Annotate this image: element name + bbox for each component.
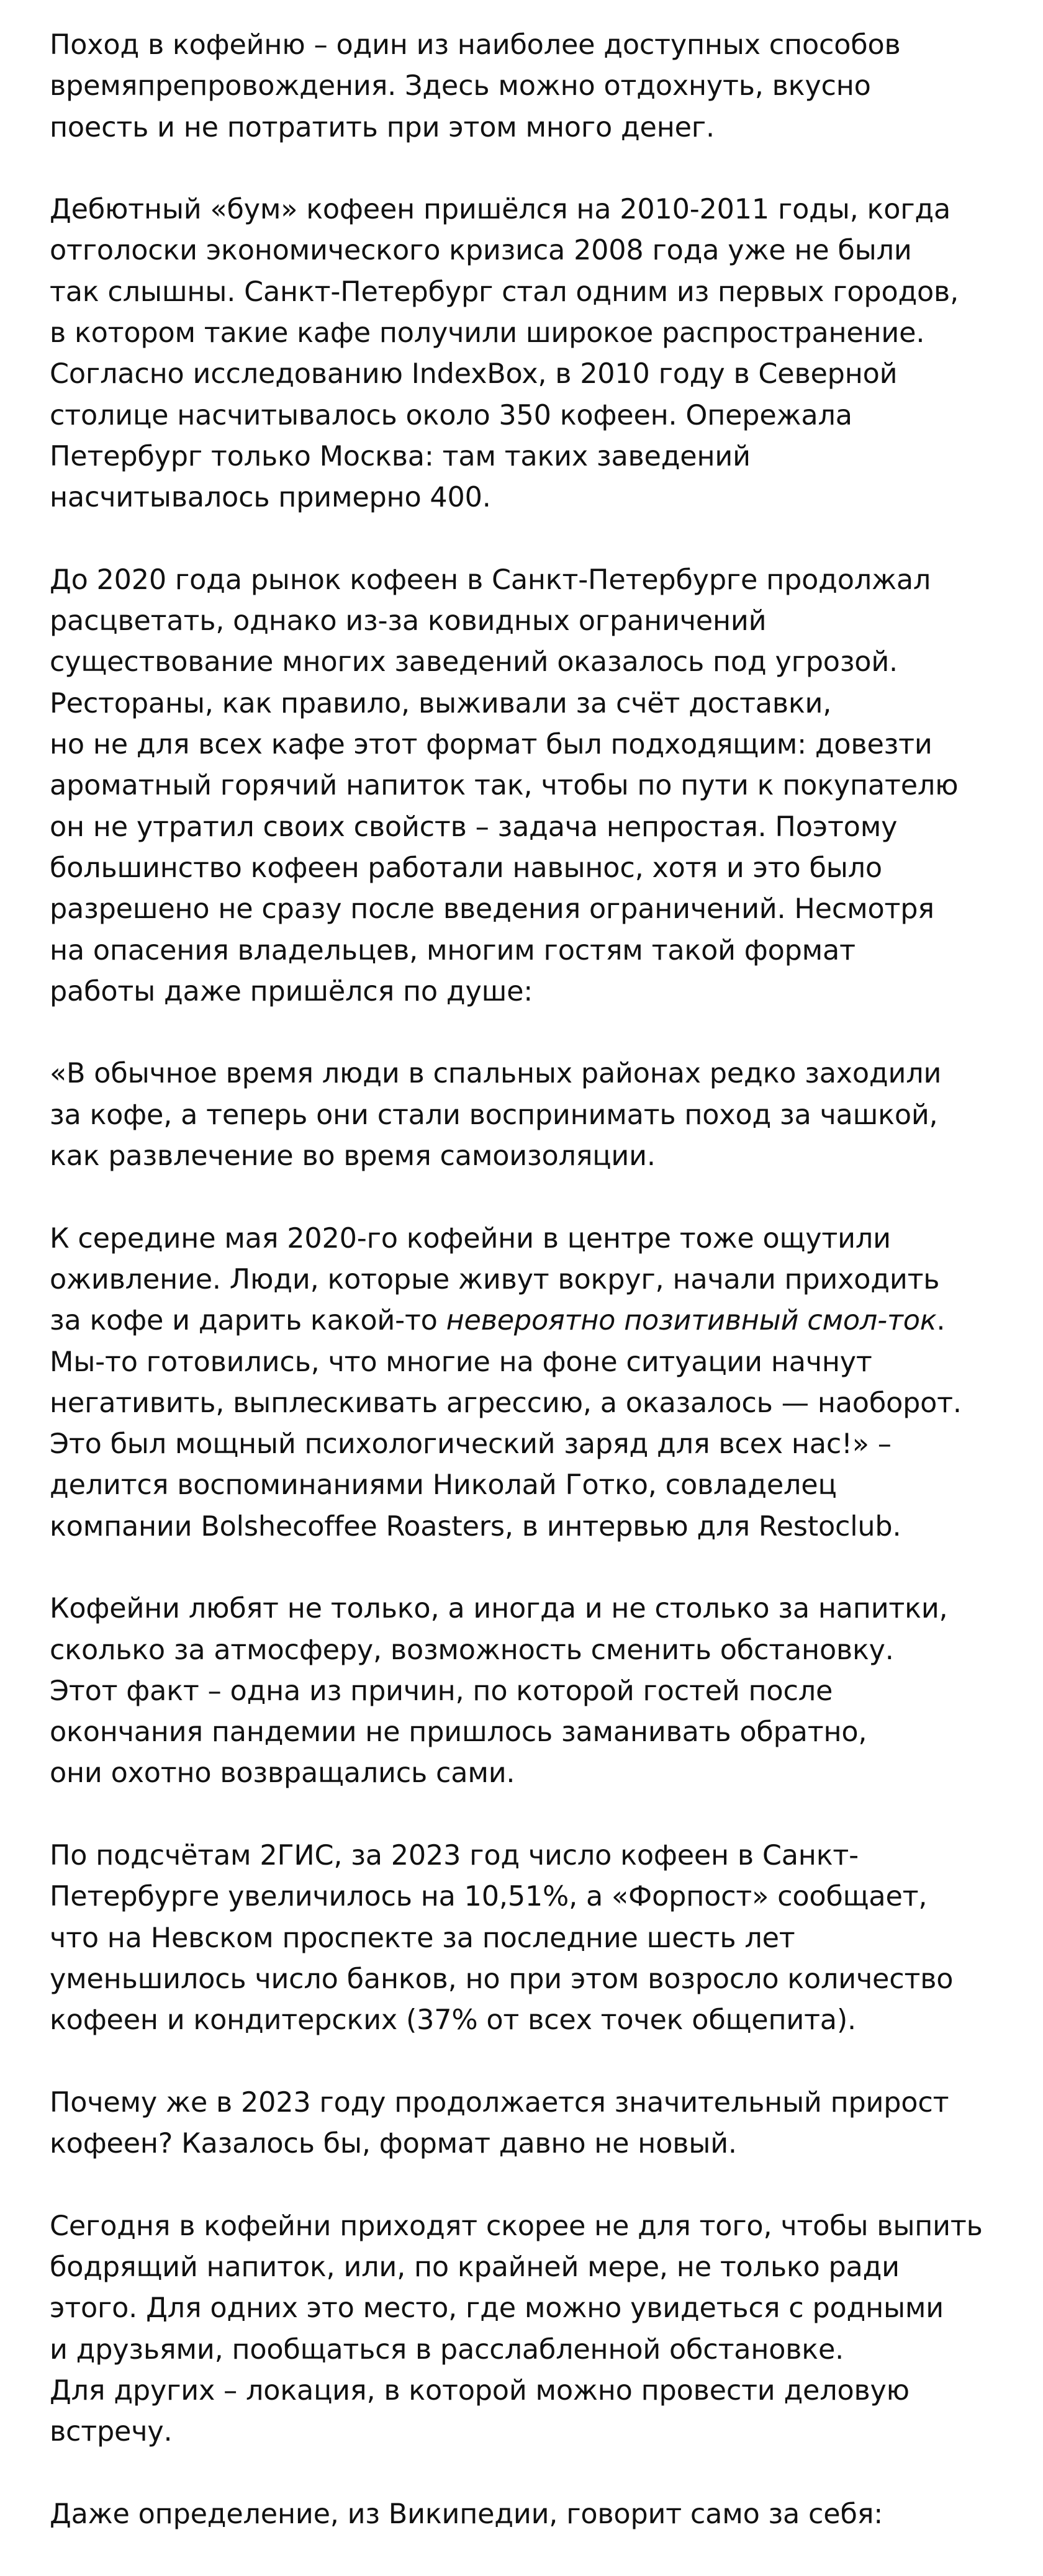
text-line: ароматный горячий напиток так, чтобы по пути к покупателю (50, 770, 959, 802)
paragraph-boom (50, 189, 1018, 518)
text-line: Даже определение, из Википедии, говорит само за себя: (50, 2498, 883, 2530)
text-line: этого. Для одних это место, где можно увидеться с родными (50, 2292, 944, 2325)
paragraph-question (50, 2083, 1018, 2165)
text-line: так слышны. Санкт-Петербург стал одним из первых городов, (50, 276, 959, 308)
paragraph-atmosphere (50, 1588, 1018, 1794)
text-line: расцветать, однако из-за ковидных ограничений (50, 605, 767, 637)
text-line: как развлечение во время самоизоляции. (50, 1140, 656, 1173)
text-line: кофеен? Казалось бы, формат давно не новый. (50, 2128, 737, 2160)
text-fragment: за кофе и дарить какой-то (50, 1305, 446, 1337)
text-line: на опасения владельцев, многим гостям такой формат (50, 934, 856, 966)
text-line: времяпрепровождения. Здесь можно отдохнуть, вкусно (50, 70, 871, 102)
text-line: они охотно возвращались сами. (50, 1757, 515, 1790)
text-line: окончания пандемии не пришлось заманивать обратно, (50, 1716, 867, 1749)
text-line: столице насчитывалось около 350 кофеен. Опережала (50, 399, 852, 431)
text-line: Рестораны, как правило, выживали за счёт доставки, (50, 687, 832, 719)
text-line: Петербурге увеличилось на 10,51%, а «Форпост» сообщает, (50, 1881, 928, 1913)
text-line: работы даже пришёлся по душе: (50, 975, 533, 1007)
text-line: Это был мощный психологический заряд для всех нас!» – (50, 1428, 892, 1461)
text-line: за кофе, а теперь они стали воспринимать поход за чашкой, (50, 1099, 938, 1131)
text-line: поесть и не потратить при этом много денег. (50, 111, 715, 143)
paragraph-quote-start (50, 1053, 1018, 1177)
text-line: Для других – локация, в которой можно провести деловую (50, 2374, 910, 2407)
text-line: сколько за атмосферу, возможность сменить обстановку. (50, 1634, 894, 1666)
text-line: в котором такие кафе получили широкое распространение. (50, 317, 925, 349)
text-line: отголоски экономического кризиса 2008 года уже не были (50, 235, 912, 267)
text-line: компании Bolshecoffee Roasters, в интервью для Restoclub. (50, 1510, 901, 1542)
text-line: оживление. Люди, которые живут вокруг, начали приходить (50, 1263, 940, 1295)
text-line: Сегодня в кофейни приходят скорее не для того, чтобы выпить (50, 2210, 983, 2242)
paragraph-quote-end (50, 1218, 1018, 1547)
text-fragment: . (936, 1305, 946, 1337)
text-line: Дебютный «бум» кофеен пришёлся на 2010-2011 годы, когда (50, 194, 951, 226)
text-line: уменьшилось число банков, но при этом возросло количество (50, 1963, 954, 1995)
text-line: Мы-то готовились, что многие на фоне ситуации начнут (50, 1346, 872, 1378)
text-line: Этот факт – одна из причин, по которой гостей после (50, 1675, 833, 1707)
paragraph-covid (50, 560, 1018, 1012)
text-line: существование многих заведений оказалось под угрозой. (50, 646, 898, 678)
text-line: К середине мая 2020-го кофейни в центре тоже ощутили (50, 1222, 891, 1254)
text-line: По подсчётам 2ГИС, за 2023 год число кофеен в Санкт- (50, 1840, 859, 1872)
text-line: «В обычное время люди в спальных районах редко заходили (50, 1058, 942, 1090)
text-line: но не для всех кафе этот формат был подходящим: довезти (50, 729, 932, 761)
article-body (50, 25, 1018, 2576)
text-line: негативить, выплескивать агрессию, а оказалось — наоборот. (50, 1387, 962, 1419)
text-line: и друзьями, пообщаться в расслабленной обстановке. (50, 2333, 844, 2366)
paragraph-intro (50, 25, 1018, 148)
text-line: Кофейни любят не только, а иногда и не столько за напитки, (50, 1593, 948, 1625)
text-line: делится воспоминаниями Николай Готко, совладелец (50, 1469, 837, 1502)
text-line: встречу. (50, 2416, 173, 2448)
text-line: До 2020 года рынок кофеен в Санкт-Петербурге продолжал (50, 564, 931, 596)
text-line: Согласно исследованию IndexBox, в 2010 году в Северной (50, 358, 898, 390)
text-line (50, 1300, 1018, 1341)
paragraph-stats-2gis (50, 1835, 1018, 2041)
text-line: он не утратил своих свойств – задача непростая. Поэтому (50, 811, 898, 843)
text-line: что на Невском проспекте за последние шесть лет (50, 1922, 795, 1954)
paragraph-today (50, 2206, 1018, 2453)
emphasized-phrase: невероятно позитивный смол-ток (446, 1305, 937, 1337)
text-line: кофеен и кондитерских (37% от всех точек общепита). (50, 2004, 856, 2037)
text-line: большинство кофеен работали навынос, хотя и это было (50, 852, 882, 884)
text-line: разрешено не сразу после введения ограничений. Несмотря (50, 893, 934, 925)
paragraph-wiki (50, 2494, 1018, 2535)
text-line: Петербург только Москва: там таких заведений (50, 440, 751, 472)
text-line: Почему же в 2023 году продолжается значительный прирост (50, 2086, 949, 2119)
text-line: насчитывалось примерно 400. (50, 482, 491, 514)
text-line: Поход в кофейню – один из наиболее доступных способов (50, 29, 901, 61)
text-line: бодрящий напиток, или, по крайней мере, не только ради (50, 2251, 900, 2284)
